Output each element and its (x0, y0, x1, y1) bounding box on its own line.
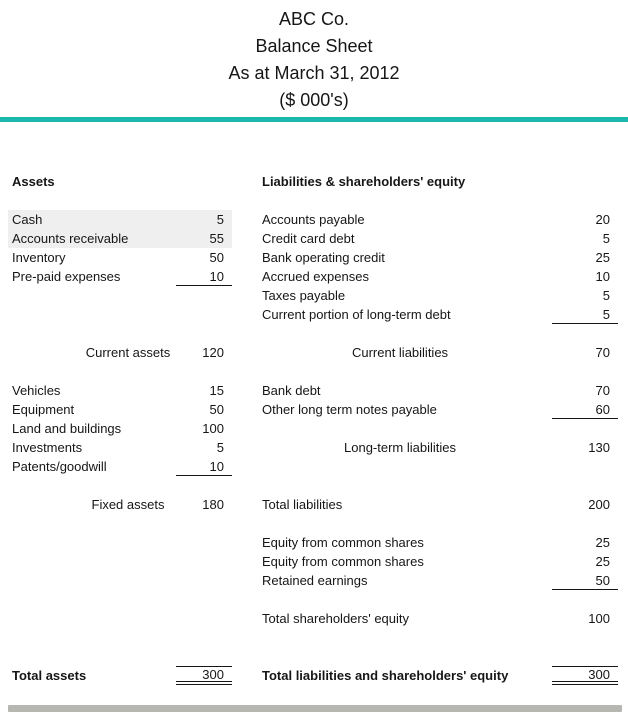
row-label: Equity from common shares (262, 535, 424, 550)
subtotal-row-current-assets (8, 343, 232, 362)
table-row-prepaid-expenses (8, 267, 232, 286)
row-value: 10 (595, 269, 610, 284)
total-row-total-liabilities-and-equity (262, 666, 618, 685)
section-heading: Assets (12, 174, 55, 189)
row-value: 5 (216, 212, 224, 227)
row-value: 200 (588, 497, 610, 512)
liabilities-equity-column (262, 172, 618, 685)
table-row-retained-earnings (262, 571, 618, 590)
horizontal-scrollbar[interactable] (8, 705, 622, 712)
date-line: As at March 31, 2012 (228, 63, 400, 83)
accent-divider-rule (0, 117, 628, 122)
table-row-accounts-payable (262, 210, 618, 229)
liabilities-heading-row (262, 172, 618, 191)
spacer-cell (8, 495, 80, 514)
table-row-accrued-expenses (262, 267, 618, 286)
subtotal-row-fixed-assets (8, 495, 232, 514)
row-label: Equipment (12, 402, 75, 417)
row-value: 50 (209, 402, 224, 417)
title-block (0, 6, 628, 114)
table-row-bank-debt (262, 381, 618, 400)
total-row-total-assets (8, 666, 232, 685)
row-value: 55 (209, 231, 224, 246)
table-row-current-portion-long-term-debt (262, 305, 618, 324)
total-label: Total liabilities and shareholders' equity (262, 668, 509, 683)
subtotal-value: 180 (202, 497, 224, 512)
row-label: Accounts payable (262, 212, 365, 227)
row-value: 100 (202, 421, 224, 436)
row-label: Bank debt (262, 383, 321, 398)
assets-heading-row (8, 172, 232, 191)
spacer-cell (500, 438, 552, 457)
table-row-equity-common-shares-1 (262, 533, 618, 552)
subtotal-value: 130 (588, 440, 610, 455)
subtotal-label: Long-term liabilities (344, 440, 456, 455)
row-label: Credit card debt (262, 231, 355, 246)
row-value: 60 (552, 400, 618, 419)
table-row-equity-common-shares-2 (262, 552, 618, 571)
table-row-inventory (8, 248, 232, 267)
row-label: Vehicles (12, 383, 61, 398)
total-label: Total assets (12, 668, 87, 683)
units-line: ($ 000's) (279, 90, 349, 110)
row-label: Retained earnings (262, 573, 368, 588)
row-value: 50 (552, 571, 618, 590)
row-value: 5 (552, 305, 618, 324)
spacer-cell (262, 438, 300, 457)
row-label: Pre-paid expenses (12, 269, 121, 284)
row-label: Cash (12, 212, 43, 227)
row-label: Inventory (12, 250, 66, 265)
assets-column (8, 172, 232, 685)
subtotal-label: Current liabilities (351, 345, 449, 360)
row-label: Other long term notes payable (262, 402, 437, 417)
table-row-total-liabilities (262, 495, 618, 514)
row-value: 5 (602, 288, 610, 303)
row-value: 25 (595, 250, 610, 265)
row-value: 10 (176, 457, 232, 476)
table-row-investments (8, 438, 232, 457)
row-value: 25 (595, 554, 610, 569)
row-value: 5 (602, 231, 610, 246)
row-label: Bank operating credit (262, 250, 385, 265)
total-value: 300 (552, 666, 618, 685)
subtotal-value: 70 (595, 345, 610, 360)
doc-title: Balance Sheet (255, 36, 373, 56)
row-label: Taxes payable (262, 288, 346, 303)
table-row-patents-goodwill (8, 457, 232, 476)
row-label: Investments (12, 440, 83, 455)
table-row-equipment (8, 400, 232, 419)
row-value: 20 (595, 212, 610, 227)
row-value: 10 (176, 267, 232, 286)
subtotal-row-current-liabilities (262, 343, 618, 362)
row-label: Total shareholders' equity (262, 611, 410, 626)
company-name: ABC Co. (278, 9, 350, 29)
table-row-land-and-buildings (8, 419, 232, 438)
row-value: 5 (216, 440, 224, 455)
subtotal-value: 120 (202, 345, 224, 360)
table-row-other-long-term-notes-payable (262, 400, 618, 419)
row-value: 100 (588, 611, 610, 626)
subtotal-label: Current assets (85, 345, 171, 360)
table-row-total-shareholders-equity (262, 609, 618, 628)
table-row-cash (8, 210, 232, 229)
row-label: Equity from common shares (262, 554, 424, 569)
table-row-taxes-payable (262, 286, 618, 305)
spacer-cell (262, 343, 300, 362)
spacer-cell (8, 343, 80, 362)
row-value: 70 (595, 383, 610, 398)
row-label: Accrued expenses (262, 269, 369, 284)
total-value: 300 (176, 666, 232, 685)
table-row-bank-operating-credit (262, 248, 618, 267)
table-row-accounts-receivable (8, 229, 232, 248)
row-label: Current portion of long-term debt (262, 307, 451, 322)
row-label: Land and buildings (12, 421, 122, 436)
row-label: Total liabilities (262, 497, 343, 512)
row-value: 25 (595, 535, 610, 550)
section-heading: Liabilities & shareholders' equity (262, 174, 466, 189)
row-value: 15 (209, 383, 224, 398)
row-label: Patents/goodwill (12, 459, 107, 474)
table-row-credit-card-debt (262, 229, 618, 248)
row-label: Accounts receivable (12, 231, 129, 246)
table-row-vehicles (8, 381, 232, 400)
row-value: 50 (209, 250, 224, 265)
subtotal-row-long-term-liabilities (262, 438, 618, 457)
subtotal-label: Fixed assets (91, 497, 165, 512)
spacer-cell (500, 343, 552, 362)
